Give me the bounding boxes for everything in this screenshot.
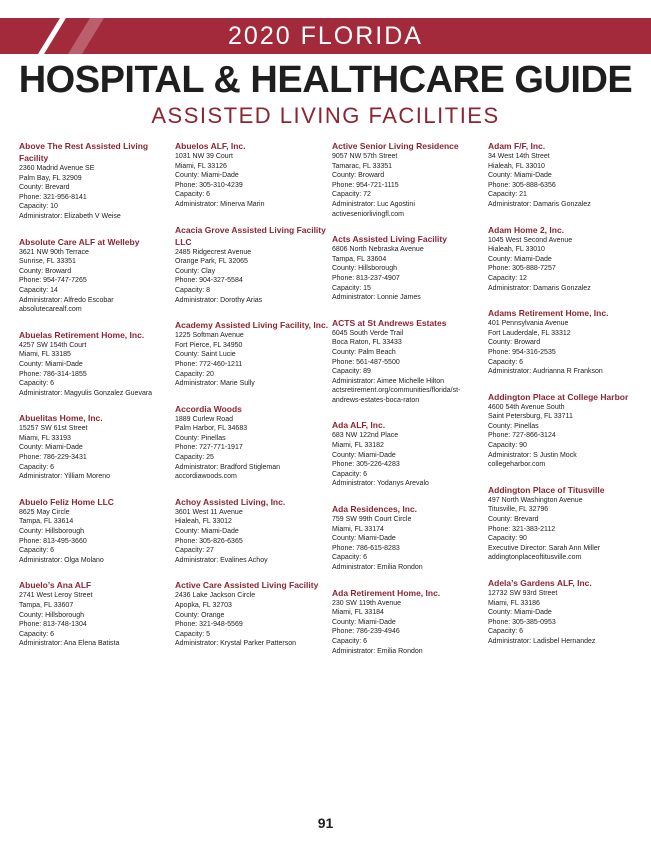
facility-entry <box>332 587 482 657</box>
facility-detail: Phone: 954-721-1115 <box>332 181 399 189</box>
facility-detail: Administrator: Yodanys Arevalo <box>332 480 429 488</box>
facility-detail: Phone: 786-314-1855 <box>19 370 87 378</box>
facility-detail: 15257 SW 61st Street <box>19 425 88 433</box>
facility-detail: Administrator: Lonnie James <box>332 294 421 302</box>
facility-name: Abuelo’s Ana ALF <box>19 580 92 591</box>
facility-detail: Administrator: Damaris Gonzalez <box>488 200 591 208</box>
facility-detail: Hialeah, FL 33012 <box>175 518 232 526</box>
banner-title: 2020 FLORIDA <box>228 22 423 50</box>
facility-detail: Phone: 813-495-3660 <box>19 537 87 545</box>
facility-detail: 8625 May Circle <box>19 508 70 516</box>
facility-detail: Phone: 813-748-1304 <box>19 621 87 629</box>
facility-detail: Apopka, FL 32703 <box>175 602 232 609</box>
facility-detail: Saint Petersburg, FL 33711 <box>488 413 573 421</box>
facility-detail: Capacity: 20 <box>175 370 214 378</box>
facility-detail: Administrator: Minerva Marin <box>175 200 265 208</box>
facility-detail: Phone: 954-316-2535 <box>488 348 556 356</box>
facility-entry <box>19 579 169 649</box>
facility-detail: Capacity: 90 <box>488 535 527 543</box>
facility-detail: Capacity: 10 <box>19 203 58 211</box>
facility-detail: Administrator: Yilliam Moreno <box>19 473 111 481</box>
facility-detail: County: Pinellas <box>175 434 226 442</box>
facility-detail: 401 Pennsylvania Avenue <box>488 320 569 328</box>
facility-detail: Phone: 786-239-4946 <box>332 628 400 636</box>
facility-detail: County: Miami-Dade <box>332 618 396 626</box>
facility-detail: 497 North Washington Avenue <box>488 496 583 504</box>
facility-detail: Capacity: 6 <box>19 463 55 471</box>
facility-detail: Capacity: 8 <box>175 286 211 294</box>
facility-detail: Phone: 904-327-5584 <box>175 277 243 285</box>
facility-detail: 683 NW 122nd Place <box>332 432 399 440</box>
facility-name: Abuelos ALF, Inc. <box>175 141 246 151</box>
facility-detail: Capacity: 21 <box>488 191 527 199</box>
facility-detail: Capacity: 6 <box>488 628 524 636</box>
facility-detail: Phone: 727-866-3124 <box>488 432 556 440</box>
page-number: 91 <box>317 815 334 831</box>
facility-entry <box>175 140 330 210</box>
facility-name: Adela’s Gardens ALF, Inc. <box>488 578 592 588</box>
facility-detail: Administrator: Emilia Rondon <box>332 647 423 655</box>
facility-detail: Phone: 321-383-2112 <box>488 525 556 533</box>
facility-detail: Administrator: Marie Sully <box>175 380 255 388</box>
facility-name: Active Senior Living Residence <box>332 141 459 151</box>
facility-name: Adams Retirement Home, Inc. <box>488 308 609 319</box>
facility-detail: Hialeah, FL 33010 <box>488 162 545 170</box>
facility-detail: County: Miami-Dade <box>332 535 396 543</box>
facility-name: Addington Place of Titusville <box>488 484 605 495</box>
facility-detail: 1889 Curlew Road <box>175 415 233 423</box>
facility-detail: Phone: 727-771-1917 <box>175 444 243 452</box>
facility-name: Addington Place at College Harbor <box>488 391 629 402</box>
facility-detail: 3601 West 11 Avenue <box>175 508 243 516</box>
facility-detail: County: Clay <box>175 267 216 275</box>
facility-detail: Palm Harbor, FL 34683 <box>175 425 248 433</box>
facility-detail: Phone: 321-948-5569 <box>175 621 243 629</box>
facility-detail: 9057 NW 57th Street <box>332 153 398 160</box>
facility-detail: Phone: 786-229-3431 <box>19 454 87 462</box>
facility-detail: Phone: 305-888-7257 <box>488 265 556 273</box>
facility-name: Active Care Assisted Living Facility <box>175 580 319 591</box>
facility-detail: Capacity: 6 <box>332 637 368 645</box>
facility-name: Adam F/F, Inc. <box>488 141 546 151</box>
facility-detail: Administrator: Ana Elena Batista <box>19 640 120 648</box>
facility-detail: 759 SW 99th Court Circle <box>332 516 412 524</box>
facility-name: Above The Rest Assisted Living Facility <box>19 141 149 163</box>
facility-entry <box>175 319 330 389</box>
listing-column-2 <box>175 140 330 663</box>
facility-detail: Capacity: 90 <box>488 442 527 450</box>
facility-detail: 3621 NW 90th Terrace <box>19 248 89 256</box>
facility-detail: Administrator: Aimee Michelle Hilton <box>332 377 445 385</box>
facility-detail: County: Miami-Dade <box>175 172 239 180</box>
facility-detail: Phone: 786-615-8283 <box>332 544 400 552</box>
facility-detail: Phone: 561-487-5500 <box>332 358 400 366</box>
facility-detail: County: Pinellas <box>488 422 539 430</box>
facility-detail: Capacity: 89 <box>332 368 371 376</box>
facility-detail: 2360 Madrid Avenue SE <box>19 165 95 172</box>
facility-name: Academy Assisted Living Facility, Inc. <box>175 320 329 331</box>
facility-detail: 1031 NW 39 Court <box>175 153 233 160</box>
facility-detail: 2436 Lake Jackson Circle <box>175 592 256 600</box>
facility-detail: Administrator: Magyulis Gonzalez Guevara <box>19 389 153 397</box>
facility-detail: Administrator: Luc Agostini <box>332 200 415 208</box>
facility-entry <box>175 496 330 566</box>
facility-website-link[interactable]: absolutecarealf.com <box>19 306 82 314</box>
facility-detail: Orange Park, FL 32065 <box>175 258 248 266</box>
facility-detail: 6045 South Verde Trail <box>332 329 404 337</box>
facility-detail: County: Miami-Dade <box>332 451 396 459</box>
facility-detail: Administrator: S Justin Mock <box>488 451 577 459</box>
facility-detail: Phone: 305-226-4283 <box>332 461 400 469</box>
facility-entry <box>19 236 169 315</box>
facility-detail: Administrator: Emilia Rondon <box>332 564 423 571</box>
facility-detail: Administrator: Ladisbel Hernandez <box>488 637 596 645</box>
facility-entry <box>332 419 482 489</box>
facility-detail: Administrator: Damaris Gonzalez <box>488 284 591 292</box>
facility-detail: Sunrise, FL 33351 <box>19 258 76 266</box>
facility-detail: County: Broward <box>332 172 385 180</box>
facility-detail: Capacity: 6 <box>488 358 524 366</box>
facility-detail: Capacity: 27 <box>175 547 214 555</box>
facility-detail: County: Orange <box>175 611 225 619</box>
facility-detail: Administrator: Olga Molano <box>19 556 104 564</box>
facility-detail: County: Miami-Dade <box>19 444 83 452</box>
facility-detail: Capacity: 6 <box>19 630 55 638</box>
facility-entry <box>488 224 648 294</box>
facility-name: Ada Retirement Home, Inc. <box>332 587 441 598</box>
facility-detail: Administrator: Evalines Achoy <box>175 556 268 564</box>
facility-entry <box>488 484 648 563</box>
facility-detail: Administrator: Alfredo Escobar <box>19 296 114 304</box>
facility-detail: County: Brevard <box>488 516 539 524</box>
facility-detail: Phone: 772-460-1211 <box>175 360 243 368</box>
facility-detail: Capacity: 6 <box>175 191 211 199</box>
facility-detail: Fort Pierce, FL 34950 <box>175 341 243 349</box>
facility-entry <box>488 577 648 647</box>
facility-detail: 2485 Ridgecrest Avenue <box>175 248 252 256</box>
facility-detail: County: Miami-Dade <box>488 255 552 263</box>
facility-detail: 34 West 14th Street <box>488 153 550 160</box>
facility-website-link[interactable]: accordiawoods.com <box>175 473 237 481</box>
facility-website-link[interactable]: addingtonplaceoftitusville.com <box>488 554 582 562</box>
facility-entry <box>332 317 482 406</box>
facility-detail: Administrator: Elizabeth V Weise <box>19 212 121 220</box>
facility-entry <box>19 412 169 482</box>
facility-detail: Capacity: 6 <box>332 470 368 478</box>
facility-name: Acacia Grove Assisted Living Facility LLC <box>175 224 326 247</box>
facility-detail: Phone: 305-826-6365 <box>175 537 243 545</box>
facility-detail: County: Hillsborough <box>19 611 84 619</box>
facility-detail: County: Miami-Dade <box>488 172 552 180</box>
facility-name: Abuelitas Home, Inc. <box>19 413 103 424</box>
facility-detail: 6806 North Nebraska Avenue <box>332 246 424 254</box>
facility-detail: Administrator: Bradford Stigleman <box>175 463 281 471</box>
facility-detail: Palm Bay, FL 32909 <box>19 174 82 182</box>
facility-entry <box>488 140 648 210</box>
facility-detail: County: Hillsborough <box>332 265 397 273</box>
facility-detail: Administrator: Krystal Parker Patterson <box>175 640 296 648</box>
facility-detail: Capacity: 6 <box>19 547 55 555</box>
facility-detail: Miami, FL 33186 <box>488 599 540 607</box>
facility-entry <box>175 224 330 306</box>
facility-detail: Administrator: Dorothy Arias <box>175 296 263 304</box>
facility-detail: County: Hillsborough <box>19 528 84 536</box>
facility-detail: Phone: 954-747-7265 <box>19 277 87 285</box>
facility-detail: Miami, FL 33193 <box>19 434 71 442</box>
facility-detail: Miami, FL 33184 <box>332 609 384 617</box>
facility-name: ACTS at St Andrews Estates <box>332 317 447 328</box>
facility-name: Abuelo Feliz Home LLC <box>19 496 114 507</box>
facility-detail: Administrator: Audrianna R Frankson <box>488 368 603 376</box>
listing-column-4 <box>488 140 648 661</box>
facility-detail: Tampa, FL 33604 <box>332 255 387 263</box>
facility-detail: Tampa, FL 33607 <box>19 602 74 609</box>
listing-column-3 <box>332 140 482 670</box>
facility-detail: County: Broward <box>488 339 541 347</box>
facility-detail: Tampa, FL 33614 <box>19 518 74 526</box>
facility-detail: 4600 54th Avenue South <box>488 403 565 411</box>
facility-detail: 12732 SW 93rd Street <box>488 590 558 597</box>
facility-detail: Miami, FL 33185 <box>19 351 71 359</box>
facility-detail: Capacity: 14 <box>19 286 58 294</box>
facility-detail: Titusville, FL 32796 <box>488 506 549 514</box>
facility-name: Accordia Woods <box>175 403 242 414</box>
facility-detail: Miami, FL 33174 <box>332 525 384 533</box>
facility-detail: Miami, FL 33126 <box>175 162 227 170</box>
facility-detail: County: Saint Lucie <box>175 351 236 359</box>
facility-website-link[interactable]: activeseniorlivingfl.com <box>332 210 404 218</box>
facility-detail: County: Palm Beach <box>332 348 396 356</box>
facility-entry <box>332 140 482 219</box>
facility-detail: 1225 Softman Avenue <box>175 332 244 340</box>
facility-detail: Hialeah, FL 33010 <box>488 246 545 254</box>
facility-detail: Capacity: 25 <box>175 454 214 462</box>
facility-detail: County: Miami-Dade <box>19 360 83 368</box>
listing-column-1 <box>19 140 169 663</box>
facility-entry <box>19 140 169 222</box>
facility-detail: Executive Director: Sarah Ann Miller <box>488 544 601 552</box>
facility-name: Ada Residences, Inc. <box>332 504 418 515</box>
section-subtitle: ASSISTED LIVING FACILITIES <box>151 103 500 128</box>
facility-website-link[interactable]: collegeharbor.com <box>488 461 546 469</box>
facility-detail: Phone: 305-385-0953 <box>488 618 556 626</box>
facility-detail: Phone: 305-310-4239 <box>175 181 243 189</box>
facility-detail: County: Miami-Dade <box>175 528 239 536</box>
facility-name: Abuelas Retirement Home, Inc. <box>19 329 145 340</box>
facility-entry <box>175 403 330 482</box>
facility-name: Achoy Assisted Living, Inc. <box>175 496 286 507</box>
facility-entry <box>332 233 482 303</box>
facility-detail: Tamarac, FL 33351 <box>332 162 393 170</box>
facility-detail: Capacity: 6 <box>332 554 368 562</box>
facility-entry <box>19 496 169 566</box>
facility-name: Ada ALF, Inc. <box>332 420 386 431</box>
facility-detail: Capacity: 15 <box>332 284 371 292</box>
facility-detail: Miami, FL 33182 <box>332 442 384 450</box>
facility-detail: Capacity: 72 <box>332 191 371 199</box>
facility-entry <box>488 307 648 377</box>
facility-detail: Capacity: 12 <box>488 274 527 282</box>
facility-detail: Fort Lauderdale, FL 33312 <box>488 329 571 337</box>
facility-detail: 1045 West Second Avenue <box>488 236 573 244</box>
facility-website-link[interactable]: actsretirement.org/communities/florida/st-andrews-estates-boca-raton <box>332 387 461 404</box>
facility-detail: Boca Raton, FL 33433 <box>332 339 402 347</box>
page-title: HOSPITAL & HEALTHCARE GUIDE <box>18 59 633 101</box>
facility-detail: Capacity: 5 <box>175 630 211 638</box>
facility-detail: 4257 SW 154th Court <box>19 341 87 349</box>
facility-detail: 230 SW 119th Avenue <box>332 599 402 607</box>
facility-detail: County: Brevard <box>19 184 70 192</box>
facility-entry <box>175 579 330 649</box>
facility-entry <box>332 503 482 573</box>
facility-entry <box>19 329 169 399</box>
facility-detail: Phone: 321-956-8141 <box>19 193 87 201</box>
facility-detail: 2741 West Leroy Street <box>19 592 93 600</box>
facility-detail: Phone: 305-888-6356 <box>488 181 556 189</box>
facility-detail: County: Miami-Dade <box>488 609 552 617</box>
facility-detail: Phone: 813-237-4907 <box>332 274 400 282</box>
facility-name: Acts Assisted Living Facility <box>332 234 447 245</box>
facility-name: Adam Home 2, Inc. <box>488 224 565 235</box>
facility-detail: Capacity: 6 <box>19 380 55 388</box>
facility-detail: County: Broward <box>19 267 72 275</box>
facility-entry <box>488 391 648 470</box>
facility-name: Absolute Care ALF at Welleby <box>19 236 140 247</box>
